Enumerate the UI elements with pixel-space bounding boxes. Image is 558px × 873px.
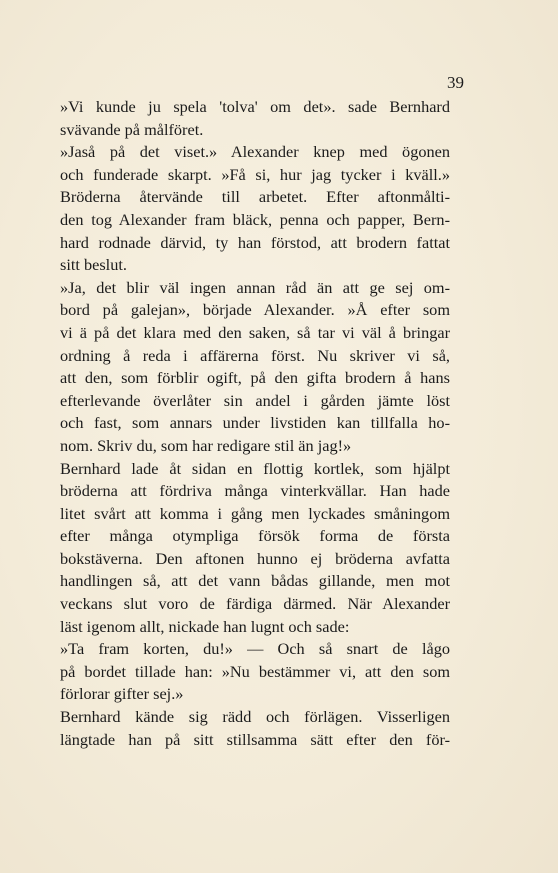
- text-line: läst igenom allt, nickade han lugnt och sade:: [60, 616, 350, 636]
- text-line: Bernhard kände sig rädd och förlägen. Visserligen: [60, 707, 450, 727]
- text-line: svävande på målföret.: [60, 119, 204, 139]
- text-line: sitt beslut.: [60, 255, 127, 275]
- text-line: förlorar gifter sej.»: [60, 684, 184, 704]
- text-line: bokstäverna. Den aftonen hunno ej bröderna avfatta: [60, 548, 450, 568]
- text-line: på bordet tillade han: »Nu bestämmer vi, att den som: [60, 661, 450, 681]
- text-line: den tog Alexander fram bläck, penna och papper, Bern-: [60, 209, 450, 229]
- text-line: litet svårt att komma i gång men lyckades småningom: [60, 503, 450, 523]
- text-line: längtade han på sitt stillsamma sätt efter den för-: [60, 729, 450, 749]
- text-line: bröderna att fördriva många vinterkvällar. Han hade: [60, 481, 450, 501]
- text-line: veckans slut voro de färdiga därmed. När Alexander: [60, 594, 450, 614]
- text-line: efter många otympliga försök forma de första: [60, 526, 450, 546]
- text-line: »Vi kunde ju spela 'tolva' om det». sade Bernhard: [60, 97, 450, 116]
- text-line: och fast, som annars under livstiden kan tillfalla ho-: [60, 413, 450, 433]
- body-text: [60, 96, 450, 751]
- text-line: hard rodnade därvid, ty han förstod, att brodern fattat: [60, 232, 450, 252]
- text-line: att den, som förblir ogift, på den gifta brodern å hans: [60, 368, 450, 388]
- page-number: 39: [447, 73, 464, 92]
- text-line: »Jaså på det viset.» Alexander knep med ögonen: [60, 142, 450, 162]
- text-line: bord på galejan», började Alexander. »Å efter som: [60, 300, 450, 320]
- text-line: nom. Skriv du, som har redigare stil än jag!»: [60, 435, 352, 455]
- text-line: ordning å reda i affärerna först. Nu skriver vi så,: [60, 345, 450, 365]
- text-line: »Ja, det blir väl ingen annan råd än att ge sej om-: [60, 277, 450, 297]
- text-line: efterlevande överlåter sin andel i gården jämte löst: [60, 390, 450, 410]
- text-line: och funderade skarpt. »Få si, hur jag tycker i kväll.»: [60, 164, 450, 184]
- text-line: »Ta fram korten, du!» — Och så snart de lågo: [60, 639, 450, 659]
- text-line: vi ä på det klara med den saken, så tar vi väl å bringar: [60, 322, 450, 342]
- text-line: Bernhard lade åt sidan en flottig kortlek, som hjälpt: [60, 458, 450, 478]
- text-line: Bröderna återvände till arbetet. Efter aftonmålti-: [60, 187, 450, 207]
- text-line: handlingen så, att det vann bådas gillande, men mot: [60, 571, 450, 591]
